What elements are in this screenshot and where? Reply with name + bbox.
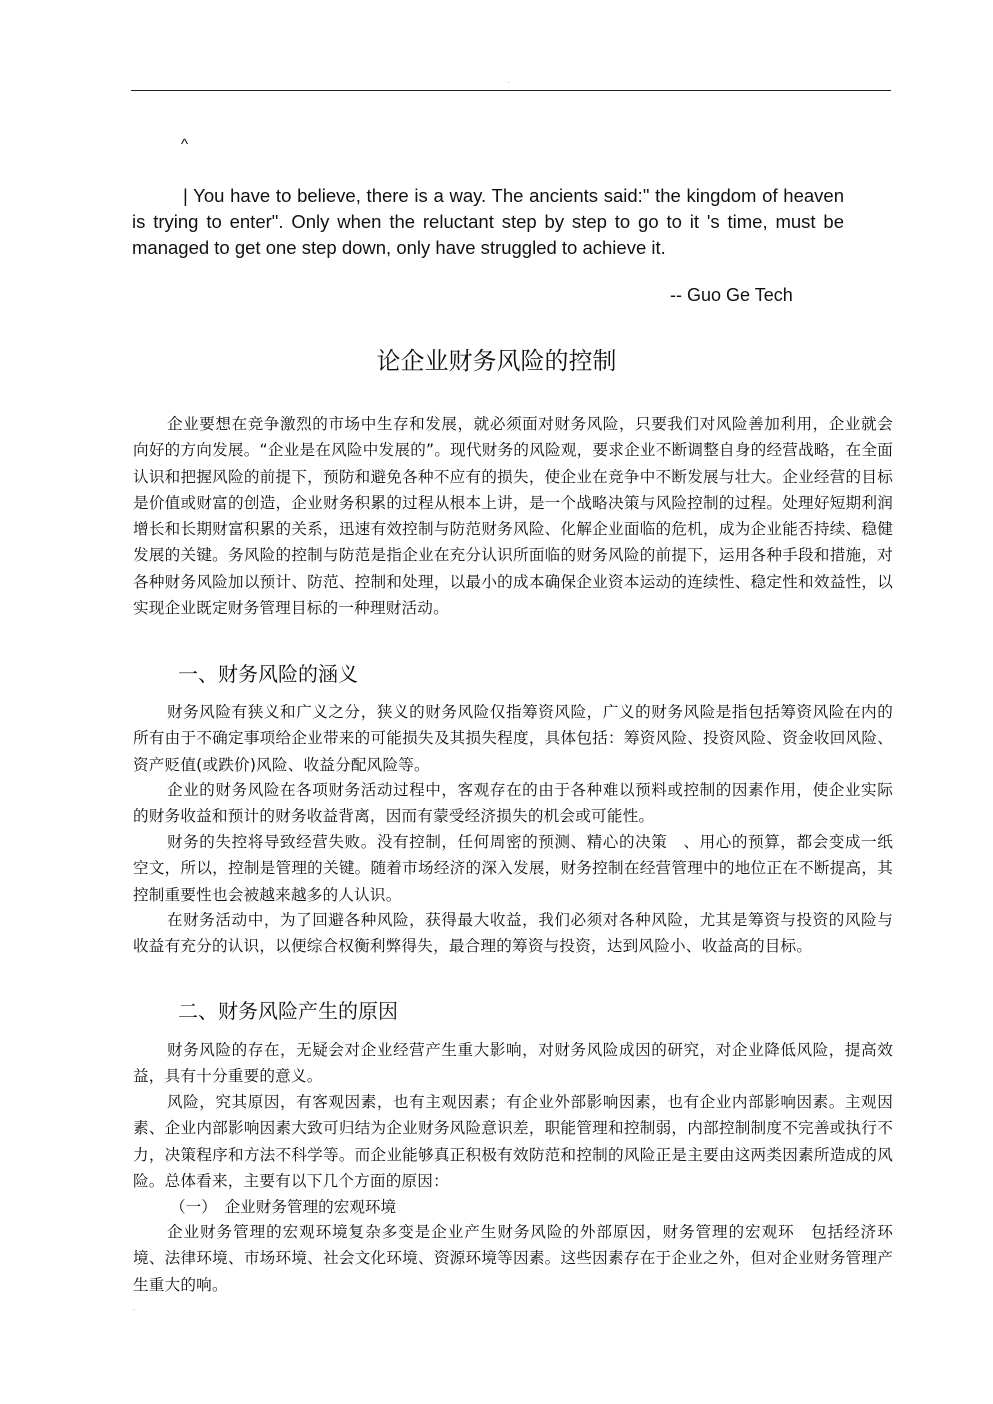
header-mark: .: [508, 78, 510, 85]
section-2-paragraph: 财务风险的存在，无疑会对企业经营产生重大影响，对财务风险成因的研究，对企业降低风险，提高效益，具有十分重要的意义。: [133, 1041, 893, 1086]
section-1-paragraph: 企业的财务风险在各项财务活动过程中，客观存在的由于各种难以预料或控制的因素作用，使企业实际的财务收益和预计的财务收益背离，因而有蒙受经济损失的机会或可能性。: [133, 781, 893, 826]
section-1-paragraph: 财务的失控将导致经营失败。没有控制，任何周密的预测、精心的决策 、用心的预算，都会变成一纸空文，所以，控制是管理的关键。随着市场经济的深入发展，财务控制在经营管理中的地位正在不断提高，其控制重要性也会被越来越多的人认识。: [133, 833, 893, 904]
section-1-paragraph: 在财务活动中，为了回避各种风险，获得最大收益，我们必须对各种风险，尤其是筹资与投资的风险与收益有充分的认识，以便综合权衡利弊得失，最合理的筹资与投资，达到风险小、收益高的目标。: [133, 911, 893, 956]
document-title: 论企业财务风险的控制: [376, 347, 617, 375]
section-2-paragraph: 风险，究其原因，有客观因素，也有主观因素；有企业外部影响因素，也有企业内部影响因素。主观因素、企业内部影响因素大致可归结为企业财务风险意识差，职能管理和控制弱，内部控制制度不完善或执行不力，决策程序和方法不科学等。而企业能够真正积极有效防范和控制的风险正是主要由这两类因素所造成的风险。总体看来，主要有以下几个方面的原因：: [133, 1093, 893, 1190]
header-rule: [131, 90, 891, 91]
section-2-sub-paragraph: 企业财务管理的宏观环境复杂多变是企业产生财务风险的外部原因，财务管理的宏观环 包括经济环境、法律环境、市场环境、社会文化环境、资源环境等因素。这些因素存在于企业之外，但对企业财务管理产生重大的响。: [133, 1223, 893, 1294]
quote-caret: ^: [181, 136, 189, 153]
section-1-paragraph: 财务风险有狭义和广义之分，狭义的财务风险仅指筹资风险，广义的财务风险是指包括筹资风险在内的所有由于不确定事项给企业带来的可能损失及其损失程度，具体包括：筹资风险、投资风险、资金收回风险、资产贬值(或跌价)风险、收益分配风险等。: [133, 703, 893, 774]
section-2-subheading: （一） 企业财务管理的宏观环境: [170, 1198, 397, 1216]
intro-paragraph: 企业要想在竞争激烈的市场中生存和发展，就必须面对财务风险，只要我们对风险善加利用，企业就会向好的方向发展。“企业是在风险中发展的”。现代财务的风险观，要求企业不断调整自身的经营战略，在全面认识和把握风险的前提下，预防和避免各种不应有的损失，使企业在竞争中不断发展与壮大。企业经营的目标是价值或财富的创造，企业财务积累的过程从根本上讲，是一个战略决策与风险控制的过程。处理好短期利润增长和长期财富积累的关系，迅速有效控制与防范财务风险、化解企业面临的危机，成为企业能否持续、稳健发展的关键。务风险的控制与防范是指企业在充分认识所面临的财务风险的前提下，运用各种手段和措施，对各种财务风险加以预计、防范、控制和处理，以最小的成本确保企业资本运动的连续性、稳定性和效益性，以实现企业既定财务管理目标的一种理财活动。: [133, 415, 893, 618]
quote-attribution: -- Guo Ge Tech: [670, 285, 793, 305]
footer-mark: .: [133, 1305, 135, 1312]
section-1-heading: 一、财务风险的涵义: [178, 662, 358, 686]
section-2-heading: 二、财务风险产生的原因: [178, 999, 398, 1023]
quote-text: | You have to believe, there is a way. The ancients said:" the kingdom of heaven is trying to enter". Only when the reluctant step by step to go to it 's time, must be managed to get one step down, only have struggled to achieve it.: [132, 185, 844, 258]
